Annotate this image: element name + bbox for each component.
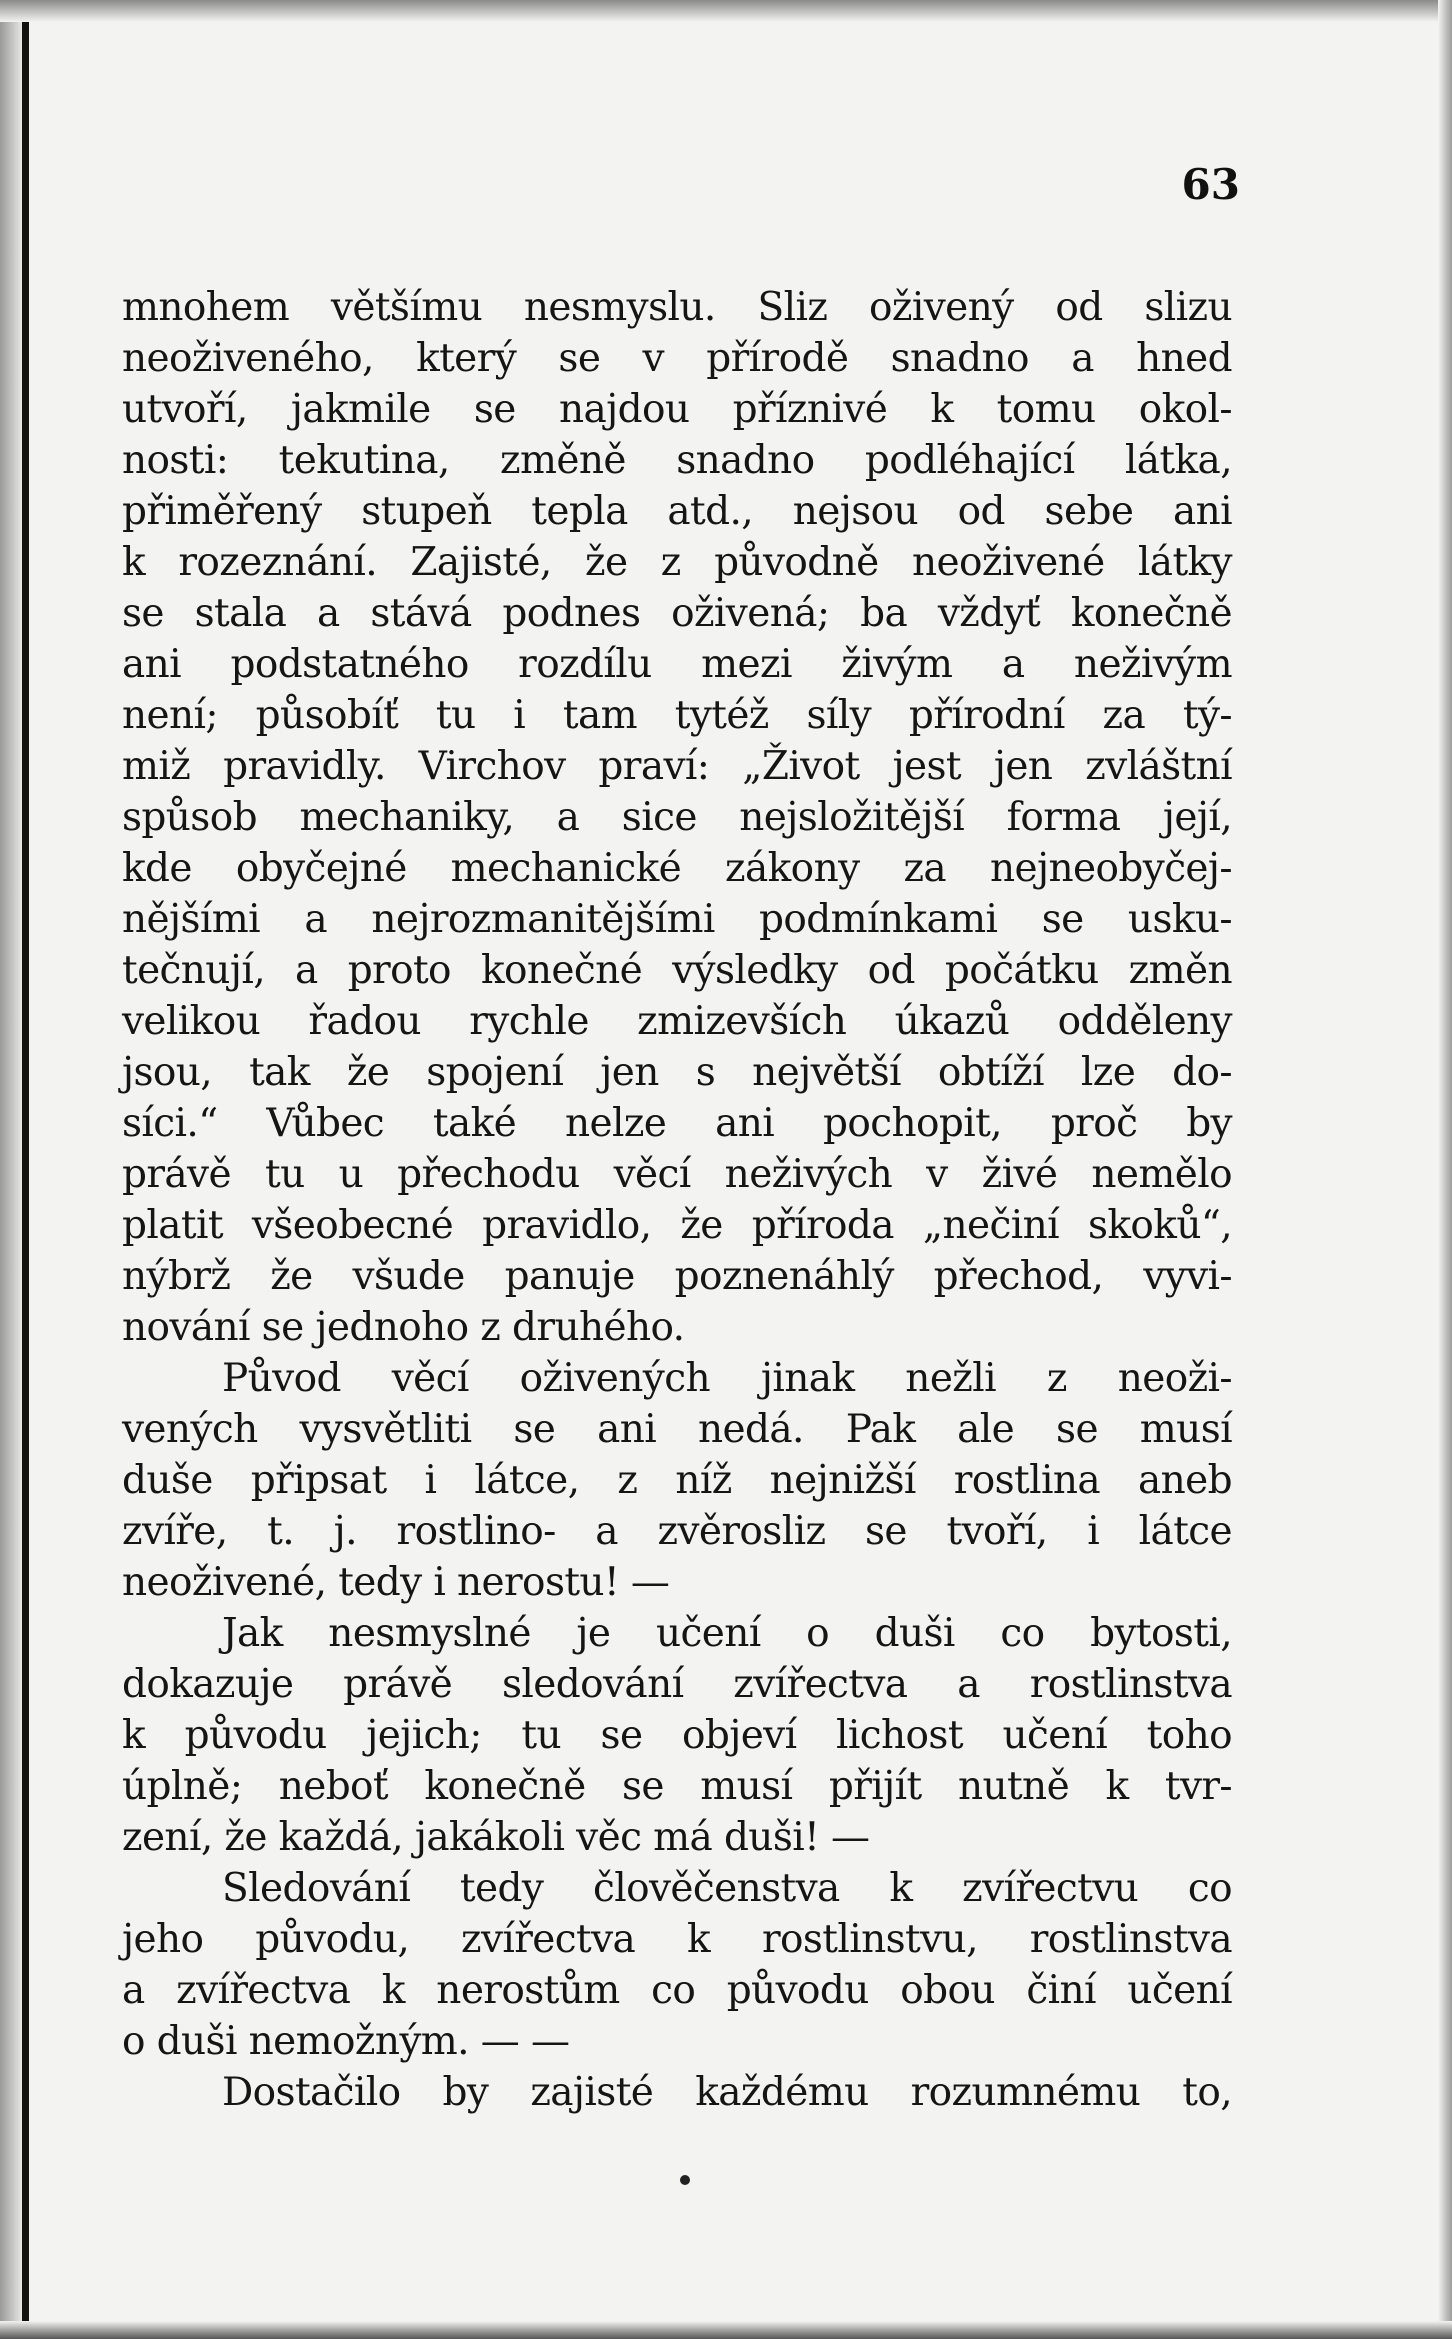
text-line: úplně; neboť konečně se musí přijít nutně k tvr- (122, 1764, 1232, 1809)
text-line: nýbrž že všude panuje poznenáhlý přechod, vyvi- (122, 1254, 1232, 1299)
right-edge (1438, 0, 1452, 2339)
ink-dot (680, 2175, 690, 2185)
text-line: nějšími a nejrozmanitějšími podmínkami se usku- (122, 897, 1232, 942)
text-line: právě tu u přechodu věcí neživých v živé nemělo (122, 1152, 1232, 1197)
top-edge (0, 0, 1452, 22)
page-number: 63 (1181, 160, 1240, 209)
bottom-edge (0, 2321, 1452, 2339)
text-line: se stala a stává podnes oživená; ba vždyť konečně (122, 591, 1232, 636)
text-line: jsou, tak že spojení jen s největší obtíží lze do- (122, 1050, 1232, 1095)
text-line: platit všeobecné pravidlo, že příroda „nečiní skoků“, (122, 1203, 1232, 1248)
text-line: k původu jejich; tu se objeví lichost učení toho (122, 1713, 1232, 1758)
text-line: síci.“ Vůbec také nelze ani pochopit, proč by (122, 1101, 1232, 1146)
text-line: jeho původu, zvířectva k rostlinstvu, rostlinstva (122, 1917, 1232, 1962)
text-line: tečnují, a proto konečné výsledky od počátku změn (122, 948, 1232, 993)
text-line: přiměřený stupeň tepla atd., nejsou od sebe ani (122, 489, 1232, 534)
text-line: miž pravidly. Virchov praví: „Život jest jen zvláštní (122, 744, 1232, 789)
body-text (122, 282, 1232, 2118)
text-line: a zvířectva k nerostům co původu obou činí učení (122, 1968, 1232, 2013)
text-line: Dostačilo by zajisté každému rozumnému to, (222, 2070, 1232, 2115)
text-line: vených vysvětliti se ani nedá. Pak ale se musí (122, 1407, 1232, 1452)
text-line: zení, že každá, jakákoli věc má duši! — (122, 1815, 870, 1860)
spine-shadow (0, 0, 22, 2339)
text-line: o duši nemožným. — — (122, 2019, 570, 2064)
text-line: spůsob mechaniky, a sice nejsložitější forma její, (122, 795, 1232, 840)
text-line: není; působíť tu i tam tytéž síly přírodní za tý- (122, 693, 1232, 738)
text-line: ani podstatného rozdílu mezi živým a neživým (122, 642, 1232, 687)
text-line: dokazuje právě sledování zvířectva a rostlinstva (122, 1662, 1232, 1707)
text-line: duše připsat i látce, z níž nejnižší rostlina aneb (122, 1458, 1232, 1503)
text-line: mnohem většímu nesmyslu. Sliz oživený od slizu (122, 285, 1232, 330)
text-line: neoživeného, který se v přírodě snadno a hned (122, 336, 1232, 381)
text-line: nosti: tekutina, změně snadno podléhající látka, (122, 438, 1232, 483)
text-line: utvoří, jakmile se najdou příznivé k tomu okol- (122, 387, 1232, 432)
text-line: k rozeznání. Zajisté, že z původně neoživené látky (122, 540, 1232, 585)
text-line: Sledování tedy člověčenstva k zvířectvu co (222, 1866, 1232, 1911)
text-line: neoživené, tedy i nerostu! — (122, 1560, 670, 1605)
text-line: Jak nesmyslné je učení o duši co bytosti, (222, 1611, 1232, 1656)
page-spine (22, 0, 29, 2339)
text-line: kde obyčejné mechanické zákony za nejneobyčej- (122, 846, 1232, 891)
text-line: Původ věcí oživených jinak nežli z neoži- (222, 1356, 1232, 1401)
text-line: zvíře, t. j. rostlino- a zvěrosliz se tvoří, i látce (122, 1509, 1232, 1554)
text-line: nování se jednoho z druhého. (122, 1305, 685, 1350)
text-line: velikou řadou rychle zmizevších úkazů odděleny (122, 999, 1232, 1044)
